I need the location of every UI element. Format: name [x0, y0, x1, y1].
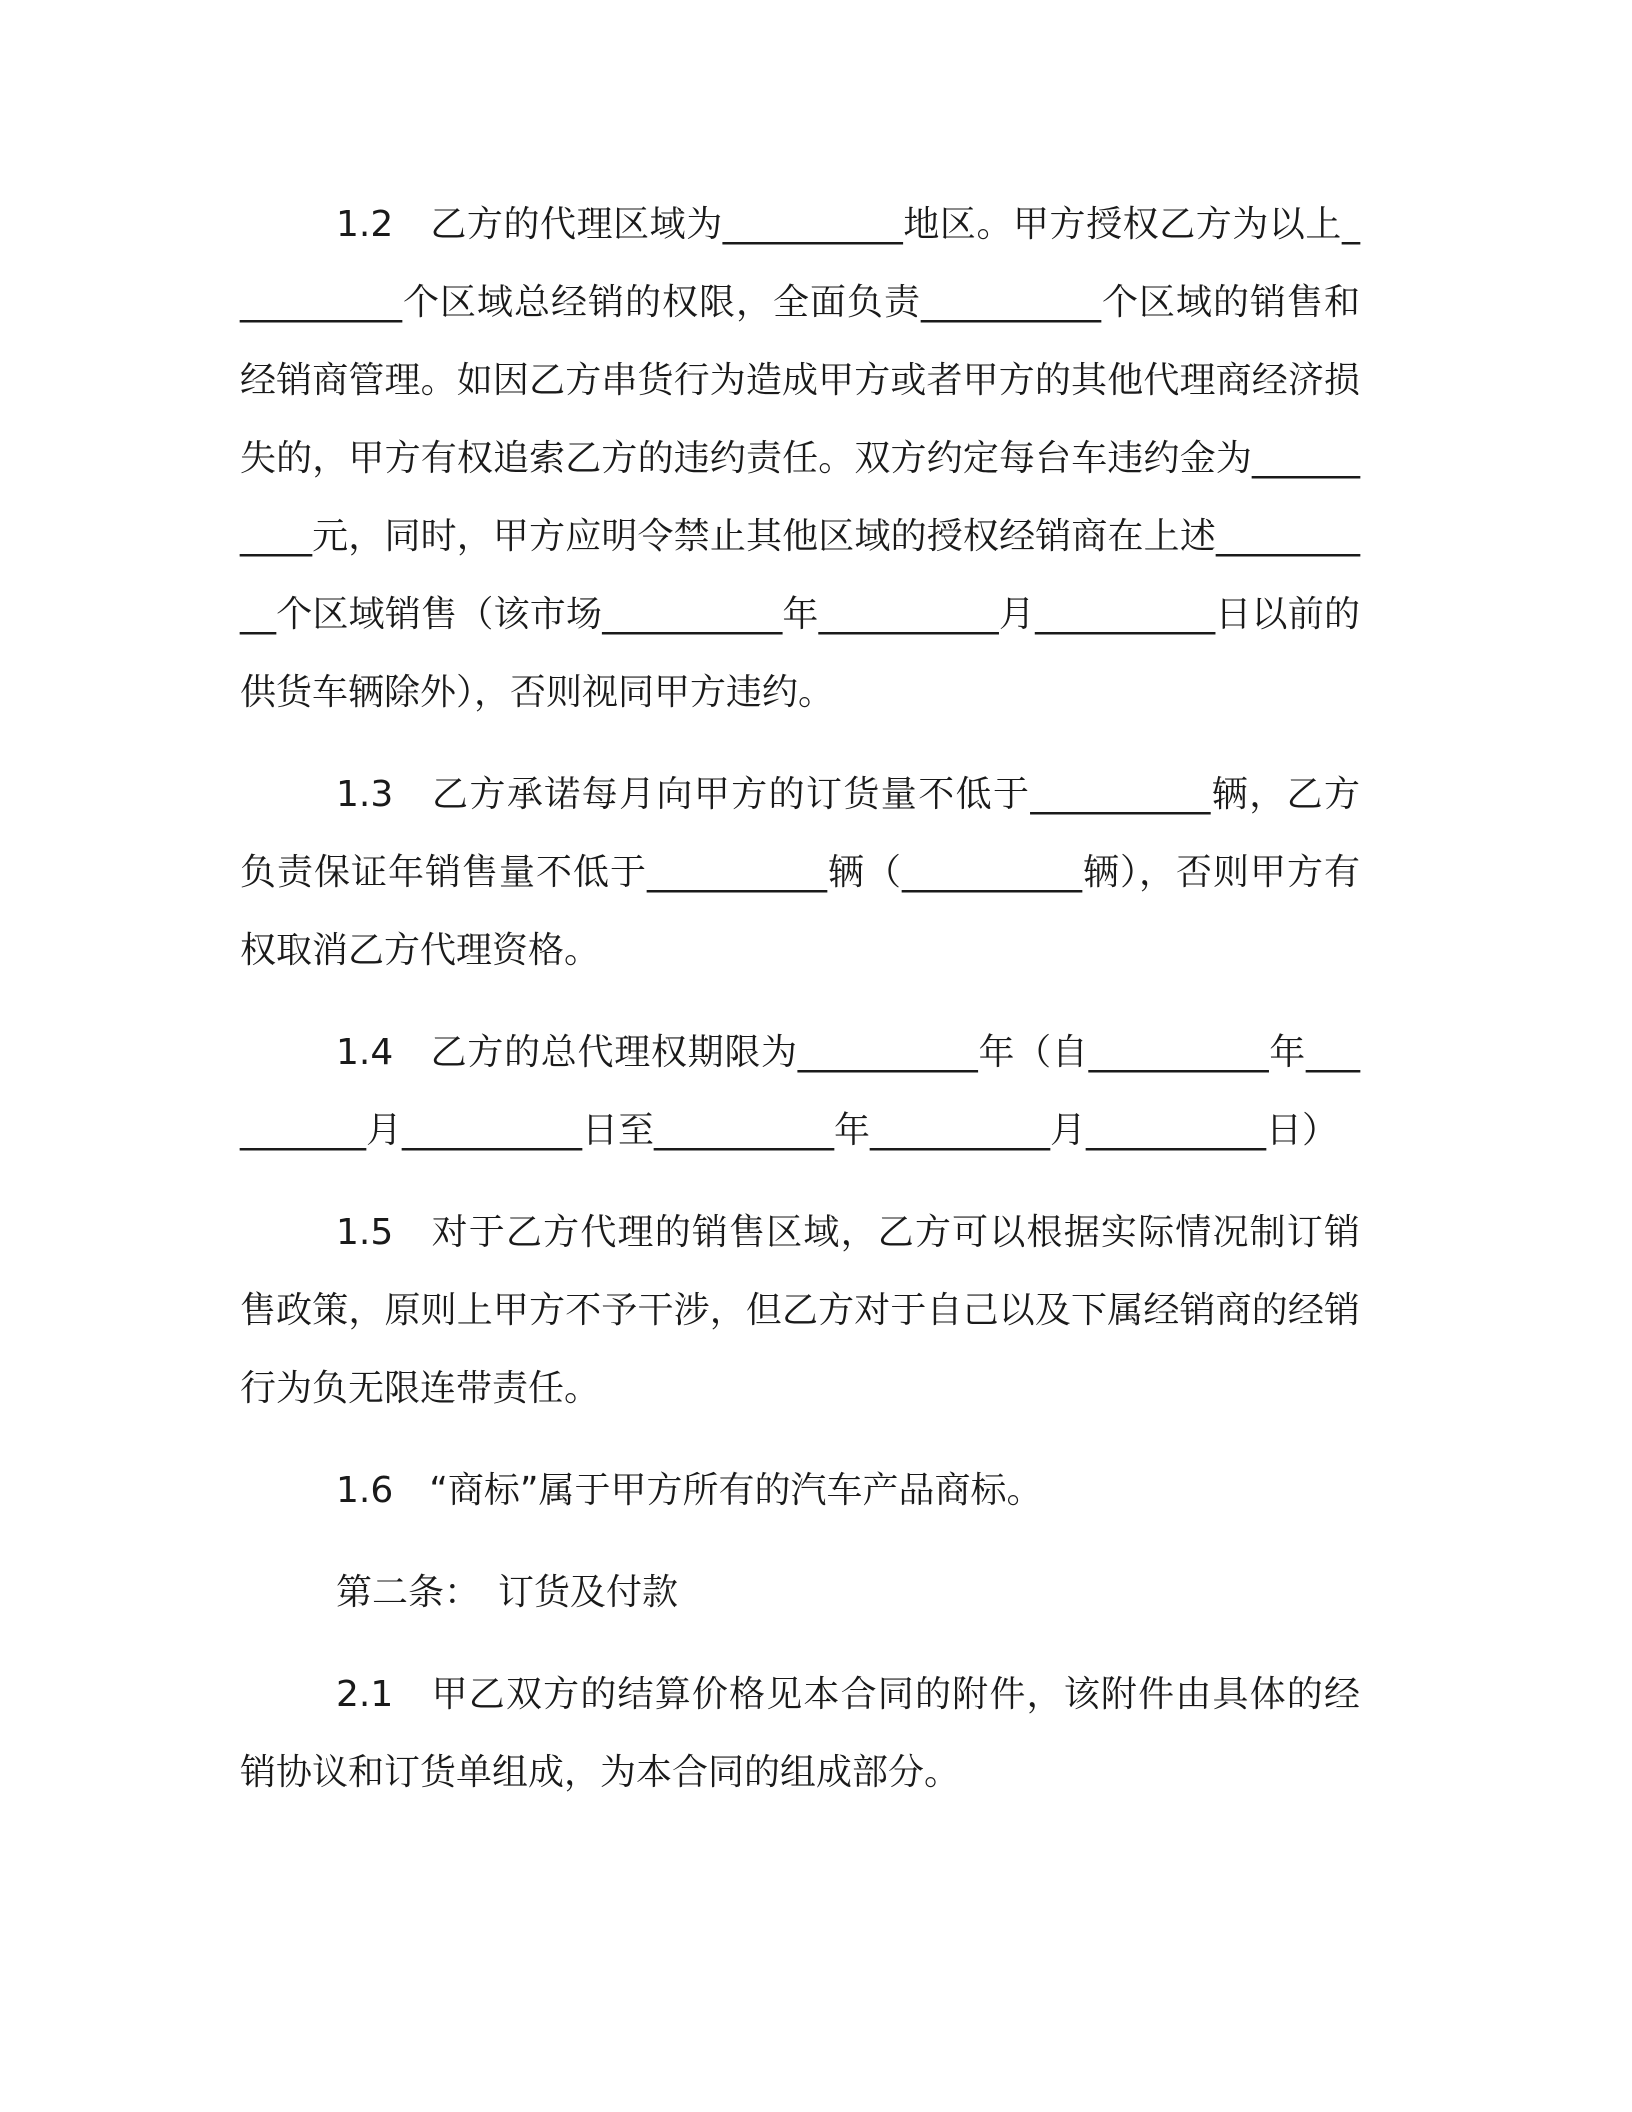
document-page	[240, 186, 1360, 1812]
clause-2-1: 2.1 甲乙双方的结算价格见本合同的附件，该附件由具体的经销协议和订货单组成，为本合同的组成部分。	[240, 1674, 1360, 1793]
article-2-heading: 第二条： 订货及付款	[336, 1572, 679, 1613]
clause-1-6: 1.6 “商标”属于甲方所有的汽车产品商标。	[336, 1470, 1043, 1511]
clause-1-2: 1.2 乙方的代理区域为__________地区。甲方授权乙方为以上__________个区域总经销的权限，全面负责__________个区域的销售和经销商管理。如因乙方串货行为造成甲方或者甲方的其他代理商经济损失的，甲方有权追索乙方的违约责任。双方约定每台车违约金为__________元，同时，甲方应明令禁止其他区域的授权经销商在上述__________个区域销售（该市场__________年__________月__________日以前的供货车辆除外），否则视同甲方违约。	[240, 204, 1360, 713]
clause-1-3: 1.3 乙方承诺每月向甲方的订货量不低于__________辆，乙方负责保证年销售量不低于__________辆（__________辆），否则甲方有权取消乙方代理资格。	[240, 774, 1360, 971]
clause-1-5: 1.5 对于乙方代理的销售区域，乙方可以根据实际情况制订销售政策，原则上甲方不予干涉，但乙方对于自己以及下属经销商的经销行为负无限连带责任。	[240, 1212, 1360, 1409]
clause-1-4: 1.4 乙方的总代理权期限为__________年（自__________年__________月__________日至__________年__________月__________日）	[240, 1032, 1360, 1151]
